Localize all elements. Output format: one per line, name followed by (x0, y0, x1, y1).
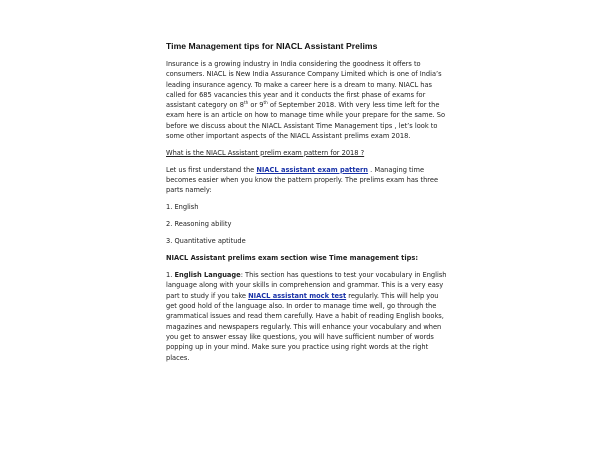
pattern-paragraph (166, 165, 448, 196)
english-paragraph (166, 270, 448, 363)
english-text-2: regularly. This will help you get good hold of the language also. In order to manage time well, go through the grammatical issues and read them carefully. Have a habit of reading English books, magazines and newspapers regularly. This will enhance your vocabulary and when you get to answer essay like questions, you will have sufficient number of words popping up in your mind. Make sure you practice using right words at the right places. (166, 291, 444, 362)
document-page (166, 41, 448, 369)
intro-sup-2: th (263, 100, 268, 106)
pattern-question: What is the NIACL Assistant prelim exam pattern for 2018 ? (166, 148, 365, 157)
pattern-text-after: . Managing time becomes easier when you know the pattern properly. The prelims exam has three parts namely: (166, 165, 439, 195)
english-label: English Language (174, 271, 241, 280)
intro-text-1: Insurance is a growing industry in India considering the goodness it offers to consumers. NIACL is New India Assurance Company Limited which is one of India’s leading insurance agency. To make a career here is a dream to many. NIACL has called for 685 vacancies this year and it conducts the first phase of exams for assistant category on 8 (166, 60, 442, 110)
intro-text-3: of September 2018. With very less time left for the exam here is an article on how to manage time while your prepare for the same. So before we discuss about the NIACL Assistant Time Management tips , let’s look to some other important aspects of the NIACL Assistant prelims exam 2018. (166, 101, 446, 141)
intro-sup-1: th (243, 100, 249, 106)
pattern-text-before: Let us first understand the (166, 165, 257, 174)
intro-text-2: or 9 (248, 101, 264, 110)
english-num: 1. (166, 271, 175, 280)
english-text-1: : This section has questions to test your vocabulary in English language along with your skills in comprehension and grammar. This is a very easy part to study if you take (166, 271, 447, 300)
section-heading: NIACL Assistant prelims exam section wise Time management tips: (166, 254, 418, 263)
page-title: Time Management tips for NIACL Assistant Prelims (166, 41, 378, 51)
exam-pattern-link[interactable]: NIACL assistant exam pattern (256, 165, 369, 174)
mock-test-link[interactable]: NIACL assistant mock test (248, 291, 347, 300)
list-item-english: 1. English (166, 203, 199, 212)
list-item-reasoning: 2. Reasoning ability (166, 220, 232, 229)
list-item-quant: 3. Quantitative aptitude (166, 237, 246, 246)
intro-paragraph (166, 59, 448, 141)
